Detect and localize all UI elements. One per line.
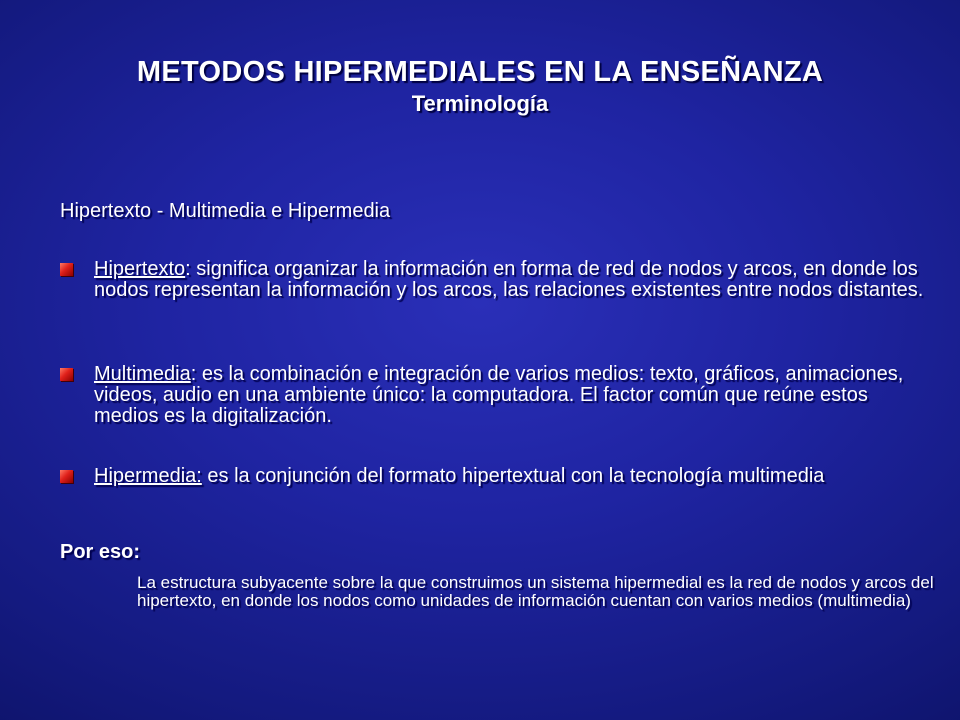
- bullet-text: [94, 466, 930, 487]
- bullet-square-icon: [60, 470, 73, 483]
- title-block: [0, 56, 960, 117]
- bullet-term: Hipermedia:: [94, 465, 202, 487]
- slide-subtitle: Terminología: [411, 91, 549, 116]
- bullet-term: Hipertexto: [94, 258, 186, 280]
- bullet-definition: : es la combinación e integración de varios medios: texto, gráficos, animaciones, videos, audio en una ambiente único: la computadora. El factor común que reúne estos medios es la digitalización.: [94, 363, 904, 427]
- bullet-definition: : significa organizar la información en forma de red de nodos y arcos, en donde los nodos representan la información y los arcos, las relaciones existentes entre nodos distantes.: [94, 258, 924, 301]
- bullet-term: Multimedia: [94, 363, 191, 385]
- por-eso-heading: Por eso:: [60, 541, 141, 563]
- intro-line: Hipertexto - Multimedia e Hipermedia: [60, 200, 391, 222]
- bullet-square-icon: [60, 368, 73, 381]
- bullet-text: [94, 259, 930, 301]
- bullet-definition: es la conjunción del formato hipertextual con la tecnología multimedia: [201, 465, 825, 487]
- bullet-multimedia: [60, 364, 930, 427]
- closing-paragraph: La estructura subyacente sobre la que construimos un sistema hipermedial es la red de nodos y arcos del hipertexto, en donde los nodos como unidades de información cuentan con varios medios (multimedia): [137, 573, 934, 610]
- bullet-hipermedia: [60, 466, 930, 487]
- bullet-hipertexto: [60, 259, 930, 301]
- bullet-text: [94, 364, 930, 427]
- bullet-square-icon: [60, 263, 73, 276]
- slide-title: METODOS HIPERMEDIALES EN LA ENSEÑANZA: [136, 56, 824, 88]
